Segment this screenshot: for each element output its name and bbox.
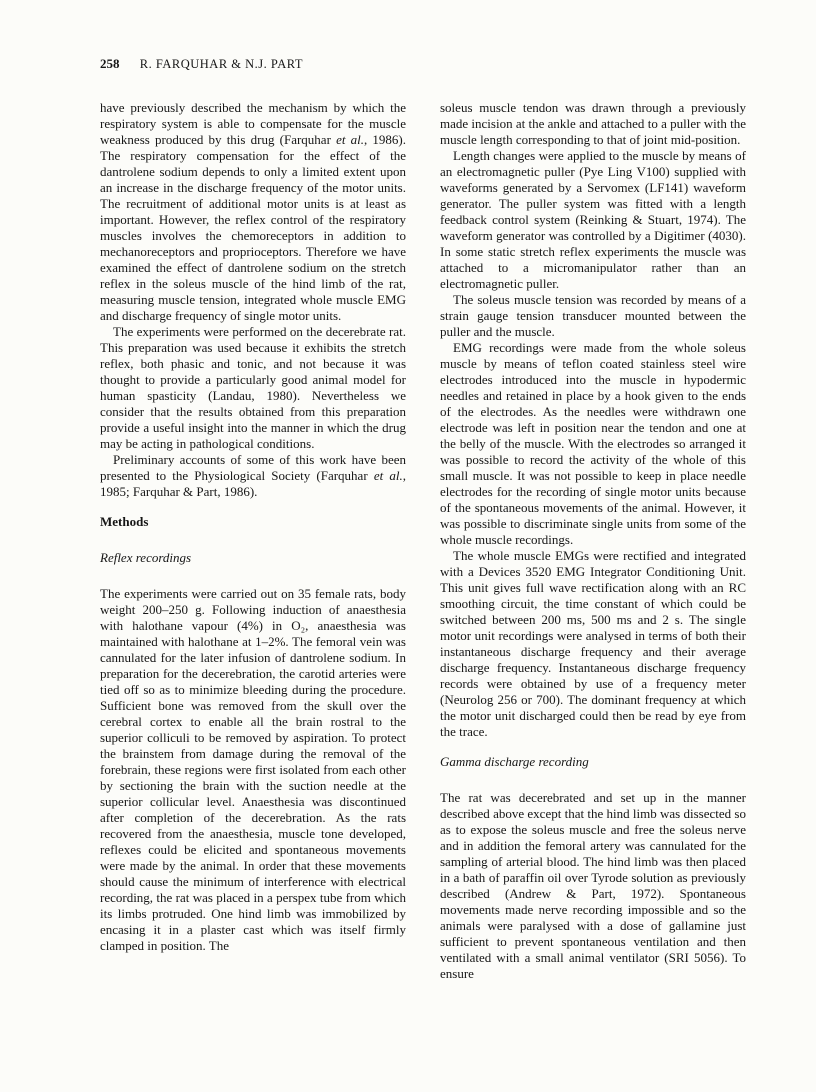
paragraph: The rat was decerebrated and set up in the manner described above except that the hind limb was dissected so as to expose the soleus muscle and free the soleus nerve and in addition the femoral artery was cannulated for the sampling of arterial blood. The hind limb was then placed in a bath of paraffin oil over Tyrode solution as previously described (Andrew & Part, 1972). Spontaneous movements made nerve recording impossible and so the animals were paralysed with a dose of gallamine just sufficient to prevent spontaneous ventilation and then ventilated with a small animal ventilator (SRI 5056). To ensure bbox=[440, 790, 746, 981]
paragraph: Preliminary accounts of some of this work have been presented to the Physiological Society (Farquhar et al., 1985; Farquhar & Part, 1986). bbox=[100, 452, 406, 499]
paragraph: Length changes were applied to the muscle by means of an electromagnetic puller (Pye Ling V100) supplied with waveforms generated by a Servomex (LF141) waveform generator. The puller system was fitted with a length feedback control system (Reinking & Stuart, 1974). The waveform generator was controlled by a Digitimer (4030). In some static stretch reflex experiments the muscle was attached to a micromanipulator rather than an electromagnetic puller. bbox=[440, 148, 746, 291]
paragraph: The whole muscle EMGs were rectified and integrated with a Devices 3520 EMG Integrator Conditioning Unit. This unit gives full wave rectification along with an RC smoothing circuit, the time constant of which could be switched between 200 ms, 500 ms and 2 s. The single motor unit recordings were analysed in terms of both their instantaneous discharge frequency and their average discharge frequency. Instantaneous discharge frequency records were obtained by use of a frequency meter (Neurolog 256 or 700). The dominant frequency at which the motor unit discharged could then be read by eye from the trace. bbox=[440, 548, 746, 739]
paragraph: soleus muscle tendon was drawn through a previously made incision at the ankle and attached to a puller with the muscle length corresponding to that of joint mid-position. bbox=[440, 100, 746, 147]
left-column bbox=[100, 100, 406, 982]
page-header bbox=[100, 56, 303, 72]
running-head: R. FARQUHAR & N.J. PART bbox=[139, 57, 303, 71]
text-columns bbox=[100, 100, 746, 982]
paragraph: EMG recordings were made from the whole soleus muscle by means of teflon coated stainless steel wire electrodes introduced into the muscle in hypodermic needles and retained in place by a hook given to the ends of the electrodes. As the needles were withdrawn one electrode was left in position near the tendon and one at the belly of the muscle. With the electrodes so arranged it was possible to record the activity of the whole of this small muscle. It was not possible to keep in place needle electrodes for the recording of single motor units because of the spontaneous movements of the animal. However, it was possible to discriminate single units from some of the whole muscle recordings. bbox=[440, 340, 746, 547]
section-heading: Reflex recordings bbox=[100, 550, 192, 565]
page-number: 258 bbox=[100, 56, 120, 71]
section-heading: Methods bbox=[100, 514, 149, 529]
right-column bbox=[440, 100, 746, 982]
paragraph: The experiments were performed on the decerebrate rat. This preparation was used because it exhibits the stretch reflex, both phasic and tonic, and not because it was thought to provide a particularly good animal model for human spasticity (Landau, 1980). Nevertheless we consider that the results obtained from this preparation provide a useful insight into the manner in which the drug may be acting in pathological conditions. bbox=[100, 324, 406, 451]
paragraph: have previously described the mechanism by which the respiratory system is able to compensate for the muscle weakness produced by this drug (Farquhar et al., 1986). The respiratory compensation for the effect of the dantrolene sodium depends to only a limited extent upon an increase in the discharge frequency of the motor units. The recruitment of additional motor units is at least as important. However, the reflex control of the respiratory muscles involves the chemoreceptors in addition to mechanoreceptors and proprioceptors. Therefore we have examined the effect of dantrolene sodium on the stretch reflex in the soleus muscle of the hind limb of the rat, measuring muscle tension, integrated whole muscle EMG and discharge frequency of single motor units. bbox=[100, 100, 406, 323]
section-heading: Gamma discharge recording bbox=[440, 754, 589, 769]
paragraph: The experiments were carried out on 35 female rats, body weight 200–250 g. Following induction of anaesthesia with halothane vapour (4%) in O₂, anaesthesia was maintained with halothane at 1–2%. The femoral vein was cannulated for the later infusion of dantrolene sodium. In preparation for the decerebration, the carotid arteries were tied off so as to minimize bleeding during the procedure. Sufficient bone was removed from the skull over the cerebral cortex to enable all the brain rostral to the superior colliculi to be removed by aspiration. To protect the brainstem from damage during the removal of the forebrain, these regions were first isolated from each other by sectioning the brain with the suction needle at the superior collicular level. Anaesthesia was discontinued after completion of the decerebration. As the rats recovered from the anaesthesia, muscle tone developed, reflexes could be elicited and spontaneous movements were made by the animal. In order that these movements should cause the minimum of interference with electrical recording, the rat was placed in a perspex tube from which its limbs protruded. One hind limb was immobilized by encasing it in a plaster cast which was itself firmly clamped in position. The bbox=[100, 586, 406, 953]
paragraph: The soleus muscle tension was recorded by means of a strain gauge tension transducer mounted between the puller and the muscle. bbox=[440, 292, 746, 339]
